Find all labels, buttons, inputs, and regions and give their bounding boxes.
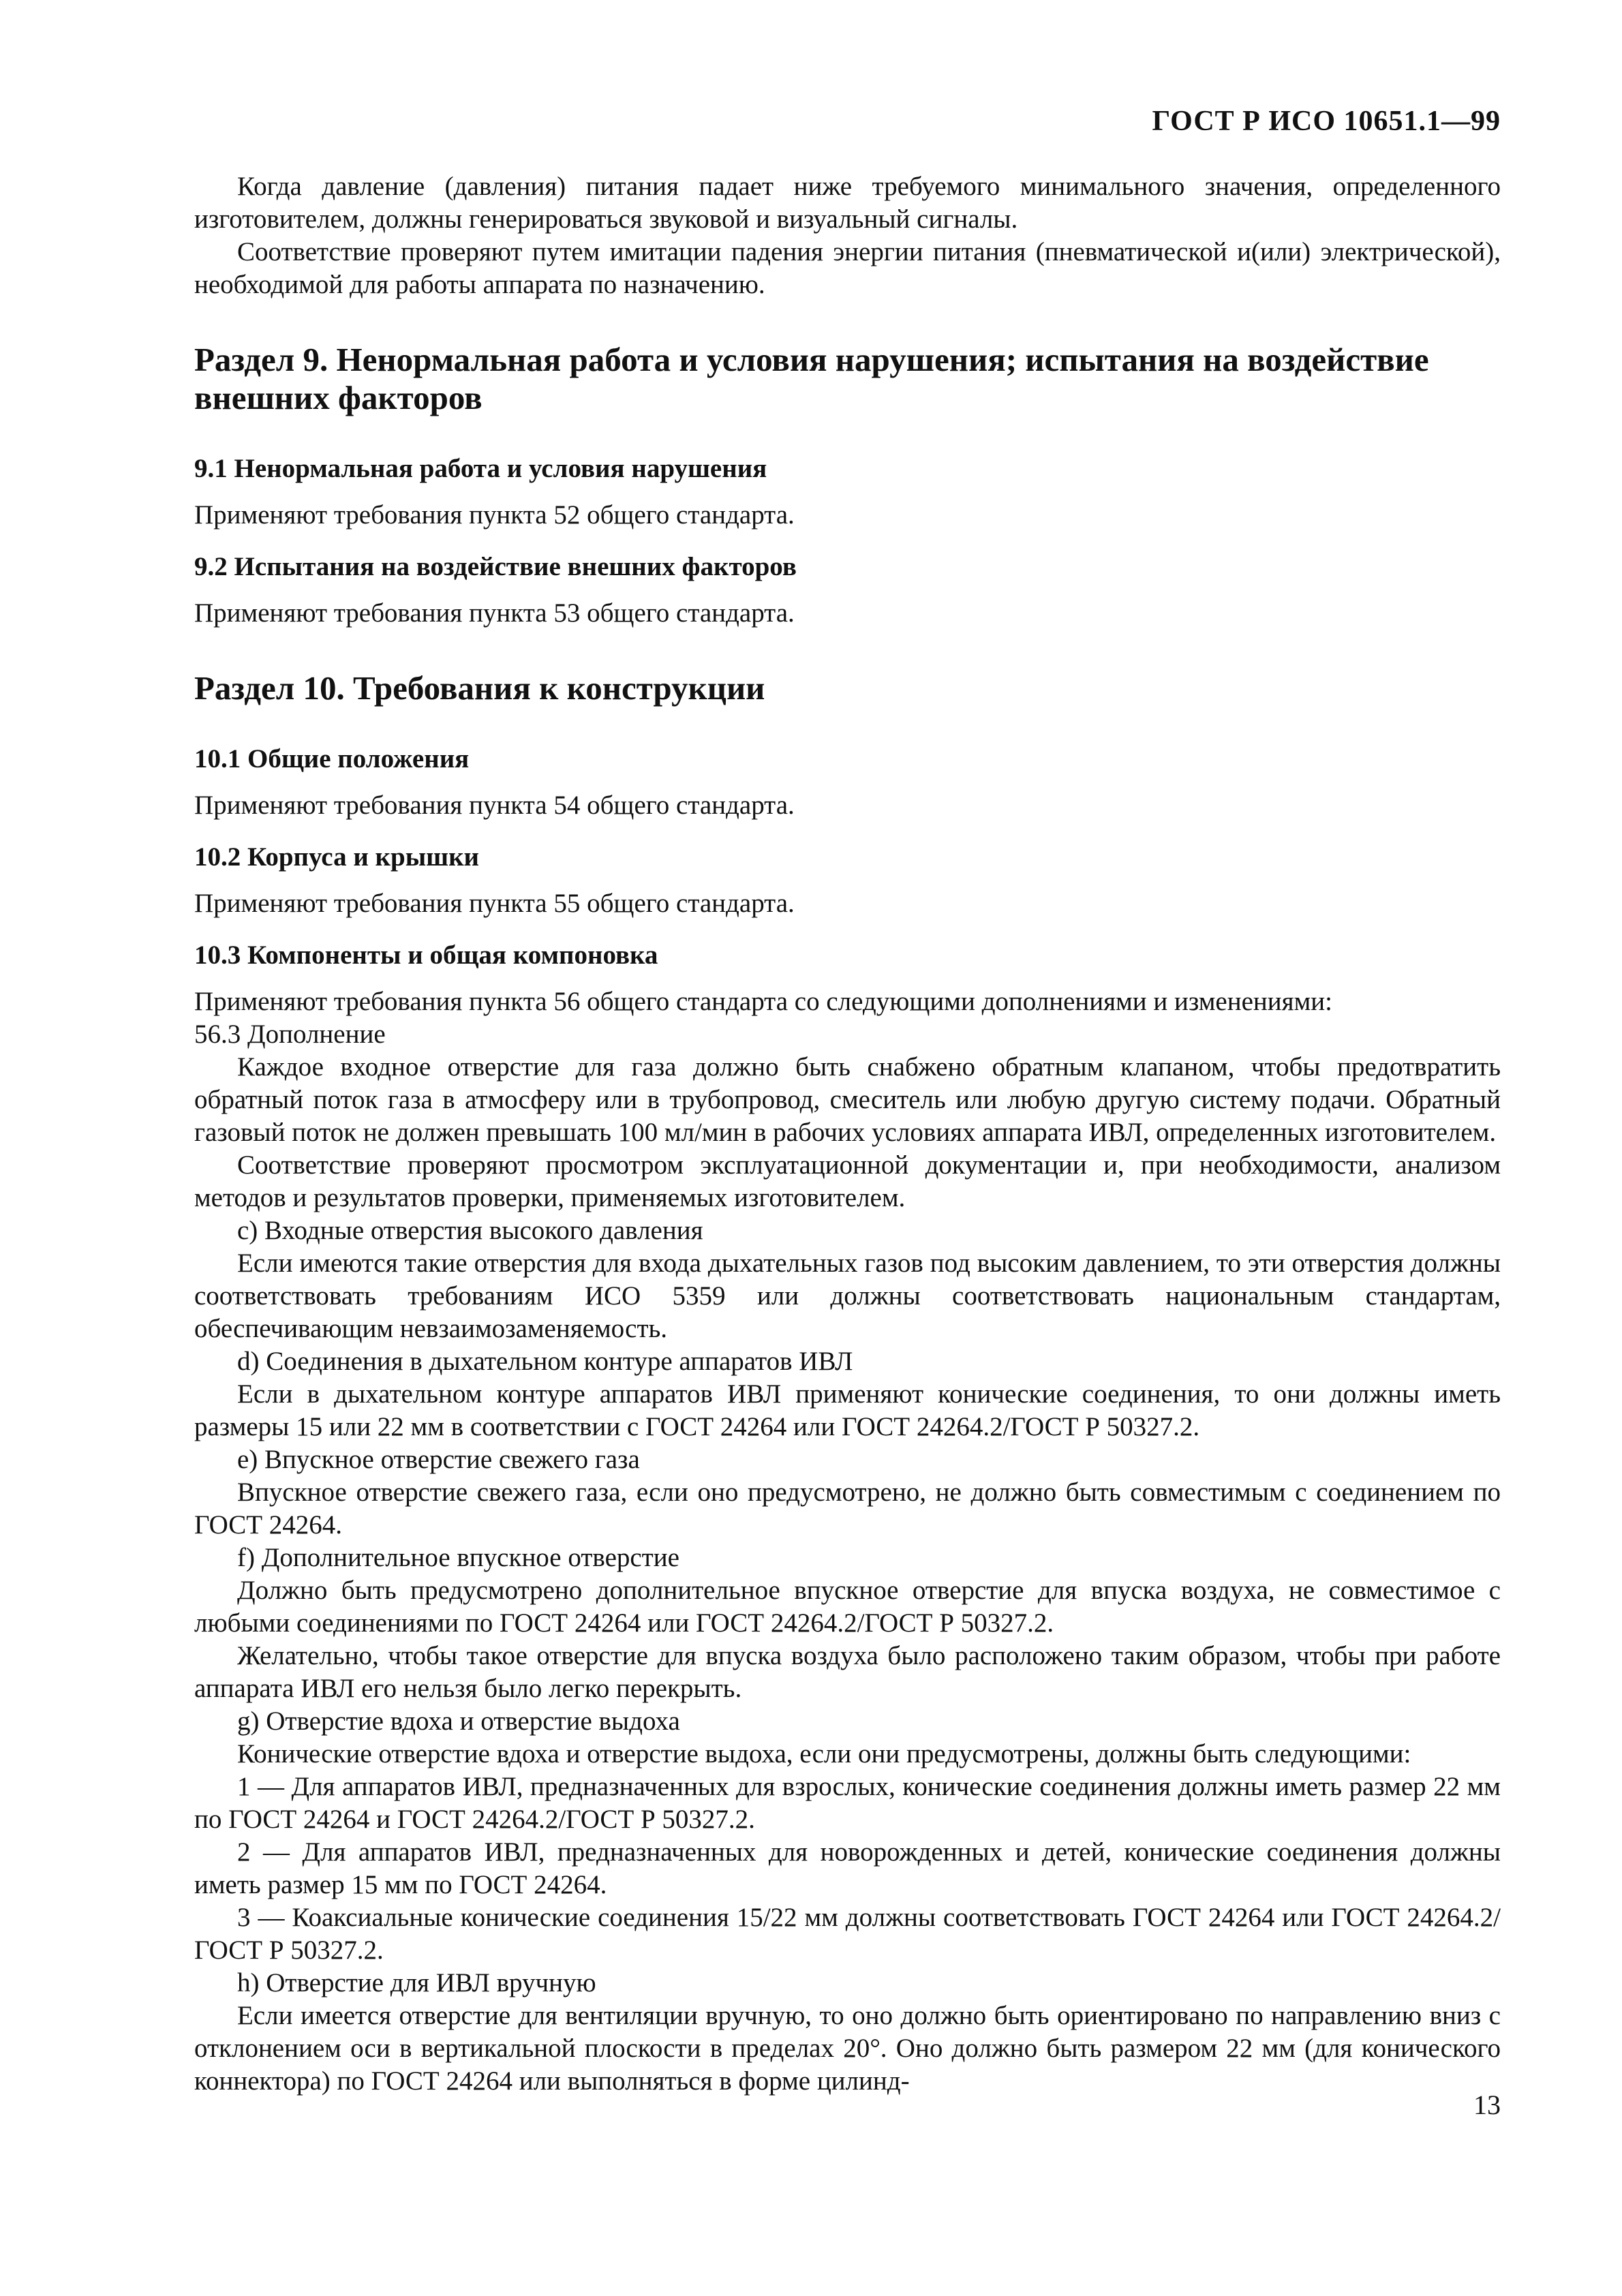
subsection-10-1-text: Применяют требования пункта 54 общего стандарта. [194,791,795,820]
body-paragraph: Каждое входное отверстие для газа должно быть снабжено обратным клапаном, чтобы предотвратить обратный поток газа в атмосферу или в трубопровод, смеситель или любую другую систему подачи. Обратный газовый поток не должен превышать 100 мл/мин в рабочих условиях аппарата ИВЛ, определенных изготовителем. [194,1052,1501,1147]
body-paragraph: Если имеется отверстие для вентиляции вручную, то оно должно быть ориентировано по направлению вниз с отклонением оси в вертикальной плоскости в пределах 20°. Оно должно быть размером 22 мм (для конического коннектора) по ГОСТ 24264 или выполняться в форме цилинд- [194,2001,1501,2096]
body-paragraph: Если в дыхательном контуре аппаратов ИВЛ применяют конические соединения, то они должны иметь размеры 15 или 22 мм в соответствии с ГОСТ 24264 или ГОСТ 24264.2/ГОСТ Р 50327.2. [194,1379,1501,1441]
body-paragraph: Если имеются такие отверстия для входа дыхательных газов под высоким давлением, то эти отверстия должны соответствовать требованиям ИСО 5359 или должны соответствовать национальным стандартам, обеспечивающим невзаимозаменяемость. [194,1249,1501,1343]
item-heading-d: d) Соединения в дыхательном контуре аппаратов ИВЛ [237,1347,853,1376]
subsection-9-1-heading: 9.1 Ненормальная работа и условия нарушения [194,454,767,483]
body-paragraph: Впускное отверстие свежего газа, если оно предусмотрено, не должно быть совместимым с соединением по ГОСТ 24264. [194,1478,1501,1540]
subsection-10-1-heading: 10.1 Общие положения [194,744,470,774]
intro-paragraph-2: Соответствие проверяют путем имитации падения энергии питания (пневматической и(или) электрической), необходимой для работы аппарата по назначению. [194,237,1501,299]
item-heading-e: e) Впускное отверстие свежего газа [237,1445,640,1474]
subsection-9-2-text: Применяют требования пункта 53 общего стандарта. [194,598,795,628]
subsection-9-2-heading: 9.2 Испытания на воздействие внешних факторов [194,552,797,581]
body-paragraph: 56.3 Дополнение [194,1020,386,1049]
list-item: 3 — Коаксиальные конические соединения 15/22 мм должны соответствовать ГОСТ 24264 или ГОСТ 24264.2/ГОСТ Р 50327.2. [194,1903,1501,1965]
subsection-10-2-heading: 10.2 Корпуса и крышки [194,842,480,872]
page-content [194,170,1501,2098]
item-heading-h: h) Отверстие для ИВЛ вручную [237,1968,596,1997]
body-paragraph: Соответствие проверяют просмотром эксплуатационной документации и, при необходимости, анализом методов и результатов проверки, применяемых изготовителем. [194,1150,1501,1212]
intro-paragraph-1: Когда давление (давления) питания падает ниже требуемого минимального значения, определенного изготовителем, должны генерироваться звуковой и визуальный сигналы. [194,172,1501,234]
list-item: 1 — Для аппаратов ИВЛ, предназначенных для взрослых, конические соединения должны иметь размер 22 мм по ГОСТ 24264 и ГОСТ 24264.2/ГОСТ Р 50327.2. [194,1772,1501,1834]
item-heading-c: c) Входные отверстия высокого давления [237,1216,703,1245]
body-paragraph: Применяют требования пункта 56 общего стандарта со следующими дополнениями и изменениями: [194,987,1332,1016]
body-paragraph: Должно быть предусмотрено дополнительное впускное отверстие для впуска воздуха, не совместимое с любыми соединениями по ГОСТ 24264 или ГОСТ 24264.2/ГОСТ Р 50327.2. [194,1576,1501,1638]
page-number: 13 [1473,2090,1501,2120]
item-heading-f: f) Дополнительное впускное отверстие [237,1543,679,1572]
section-9-heading: Раздел 9. Ненормальная работа и условия нарушения; испытания на воздействие внешних факторов [194,341,1429,416]
subsection-10-2-text: Применяют требования пункта 55 общего стандарта. [194,889,795,918]
section-10-heading: Раздел 10. Требования к конструкции [194,669,765,707]
subsection-10-3-heading: 10.3 Компоненты и общая компоновка [194,940,658,970]
document-code-header: ГОСТ Р ИСО 10651.1—99 [1152,106,1501,137]
subsection-9-1-text: Применяют требования пункта 52 общего стандарта. [194,500,795,530]
body-paragraph: Желательно, чтобы такое отверстие для впуска воздуха было расположено таким образом, чтобы при работе аппарата ИВЛ его нельзя было легко перекрыть. [194,1641,1501,1703]
list-item: 2 — Для аппаратов ИВЛ, предназначенных для новорожденных и детей, конические соединения должны иметь размер 15 мм по ГОСТ 24264. [194,1837,1501,1899]
item-heading-g: g) Отверстие вдоха и отверстие выдоха [237,1706,680,1736]
body-paragraph: Конические отверстие вдоха и отверстие выдоха, если они предусмотрены, должны быть следующими: [237,1739,1411,1769]
